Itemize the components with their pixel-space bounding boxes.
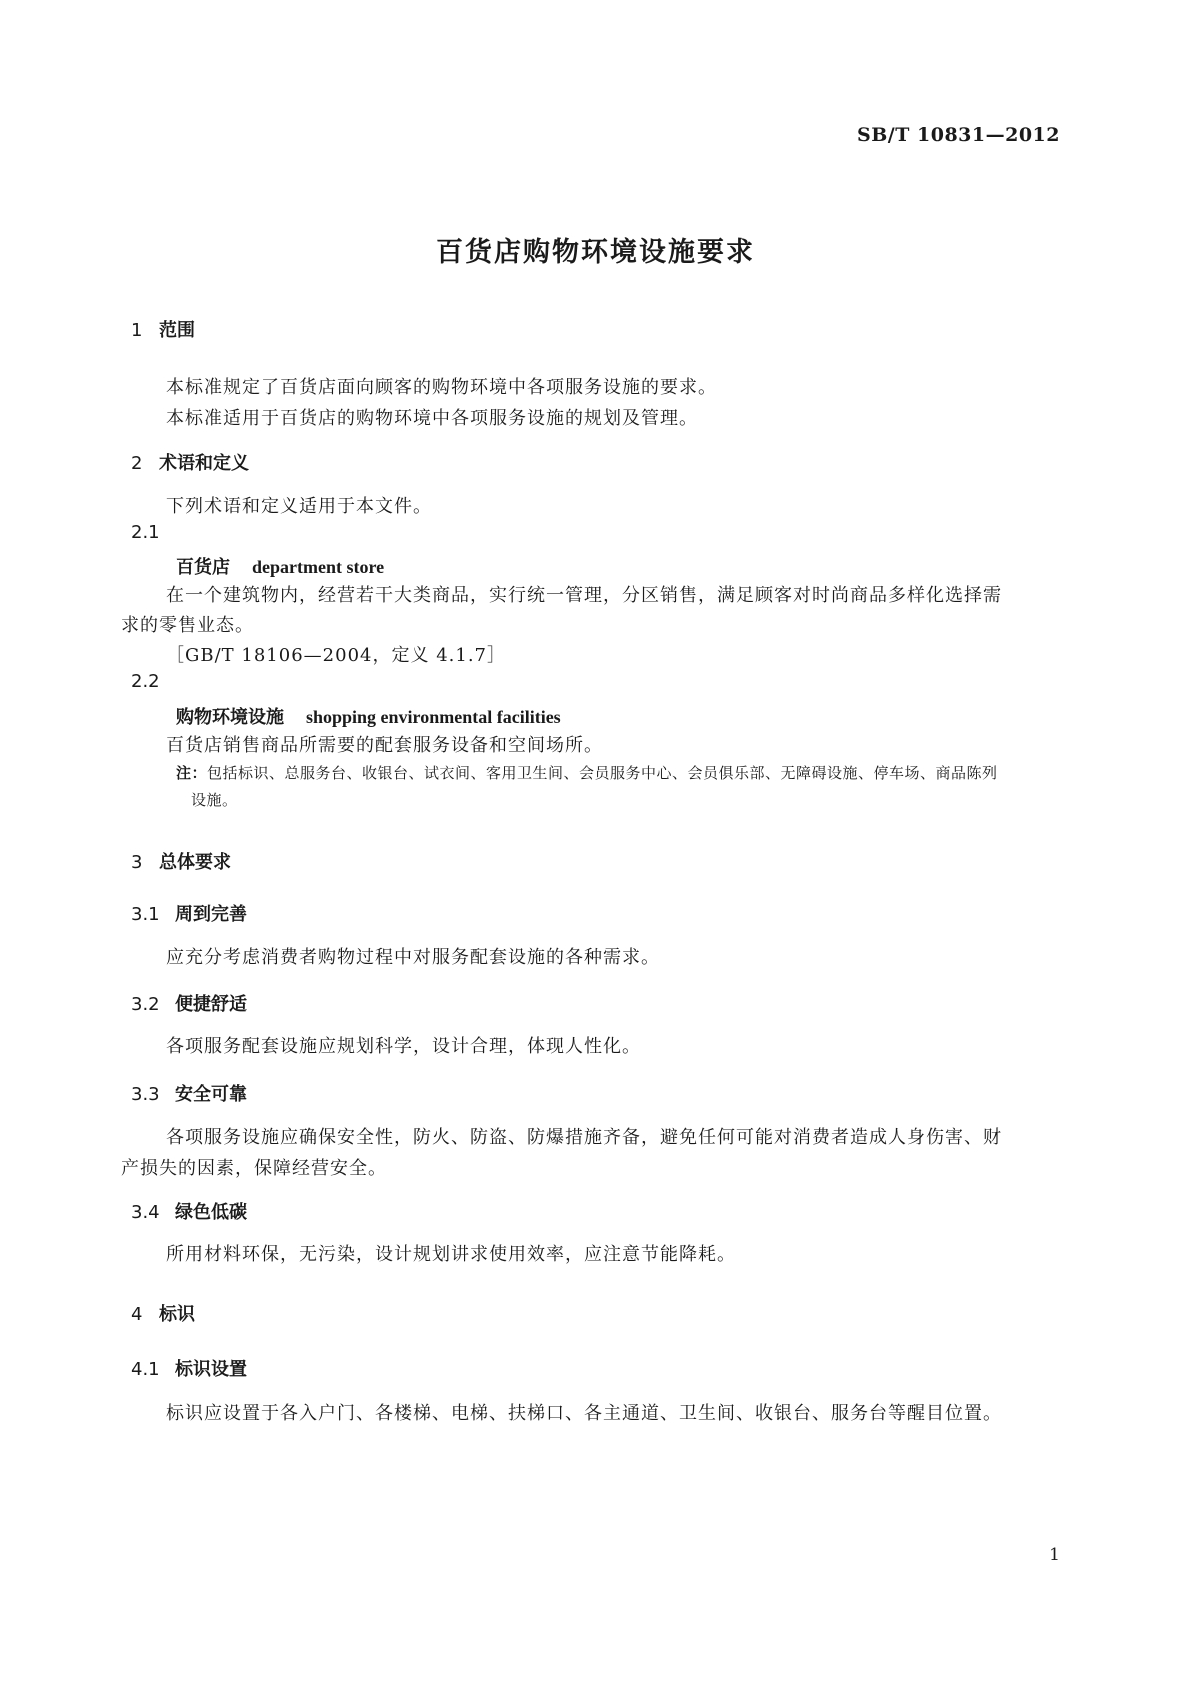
paragraph: 本标准适用于百货店的购物环境中各项服务设施的规划及管理。 [166, 408, 698, 429]
term-chinese: 购物环境设施 [176, 707, 284, 728]
term-heading [176, 553, 384, 579]
section-number: 3 [131, 852, 143, 873]
paragraph: 各项服务配套设施应规划科学，设计合理，体现人性化。 [166, 1036, 641, 1057]
subsection-title: 标识设置 [175, 1359, 247, 1380]
note-text: 设施。 [191, 791, 238, 809]
subsection-4-1-heading [131, 1355, 247, 1381]
definition-reference: ［GB/T 18106—2004，定义 4.1.7］ [166, 645, 506, 666]
definition-text: 求的零售业态。 [121, 615, 254, 636]
subsection-title: 周到完善 [175, 904, 247, 925]
section-title: 范围 [159, 320, 195, 341]
subsection-title: 绿色低碳 [175, 1202, 247, 1223]
section-3-heading [131, 848, 231, 874]
section-title: 总体要求 [159, 852, 231, 873]
subsection-3-1-heading [131, 900, 247, 926]
section-2-heading [131, 449, 249, 475]
subsection-number: 3.4 [131, 1202, 160, 1223]
subsection-3-3-heading [131, 1080, 247, 1106]
subsection-3-4-heading [131, 1198, 247, 1224]
term-english: department store [252, 557, 385, 577]
term-english: shopping environmental facilities [306, 707, 561, 727]
subsection-number: 4.1 [131, 1359, 160, 1380]
subsection-number: 3.1 [131, 904, 160, 925]
document-title: 百货店购物环境设施要求 [436, 237, 755, 268]
subsection-3-2-heading [131, 990, 247, 1016]
page-number: 1 [1049, 1545, 1060, 1565]
term-chinese: 百货店 [176, 557, 230, 578]
section-1-heading [131, 316, 195, 342]
paragraph: 产损失的因素，保障经营安全。 [121, 1158, 387, 1179]
section-4-heading [131, 1300, 195, 1326]
paragraph: 应充分考虑消费者购物过程中对服务配套设施的各种需求。 [166, 947, 660, 968]
section-number: 4 [131, 1304, 143, 1325]
subsection-number: 3.3 [131, 1084, 160, 1105]
section-title: 标识 [159, 1304, 195, 1325]
note-text: 包括标识、总服务台、收银台、试衣间、客用卫生间、会员服务中心、会员俱乐部、无障碍设施、停车场、商品陈列 [207, 764, 998, 782]
paragraph: 所用材料环保，无污染，设计规划讲求使用效率，应注意节能降耗。 [166, 1244, 736, 1265]
definition-text: 百货店销售商品所需要的配套服务设备和空间场所。 [166, 735, 603, 756]
paragraph: 标识应设置于各入户门、各楼梯、电梯、扶梯口、各主通道、卫生间、收银台、服务台等醒目位置。 [166, 1403, 1002, 1424]
term-heading [176, 703, 561, 729]
subsection-title: 安全可靠 [175, 1084, 247, 1105]
standard-number: SB/T 10831—2012 [857, 124, 1060, 146]
paragraph: 本标准规定了百货店面向顾客的购物环境中各项服务设施的要求。 [166, 377, 717, 398]
section-title: 术语和定义 [159, 453, 249, 474]
section-number: 2 [131, 453, 143, 474]
term-number: 2.1 [131, 522, 160, 543]
definition-text: 在一个建筑物内，经营若干大类商品，实行统一管理，分区销售，满足顾客对时尚商品多样化选择需 [166, 585, 1002, 606]
paragraph: 各项服务设施应确保安全性，防火、防盗、防爆措施齐备，避免任何可能对消费者造成人身伤害、财 [166, 1127, 1002, 1148]
term-number: 2.2 [131, 671, 160, 692]
section-number: 1 [131, 320, 143, 341]
paragraph: 下列术语和定义适用于本文件。 [166, 496, 432, 517]
note-label: 注： [176, 764, 208, 782]
subsection-number: 3.2 [131, 994, 160, 1015]
note [176, 762, 998, 783]
subsection-title: 便捷舒适 [175, 994, 247, 1015]
